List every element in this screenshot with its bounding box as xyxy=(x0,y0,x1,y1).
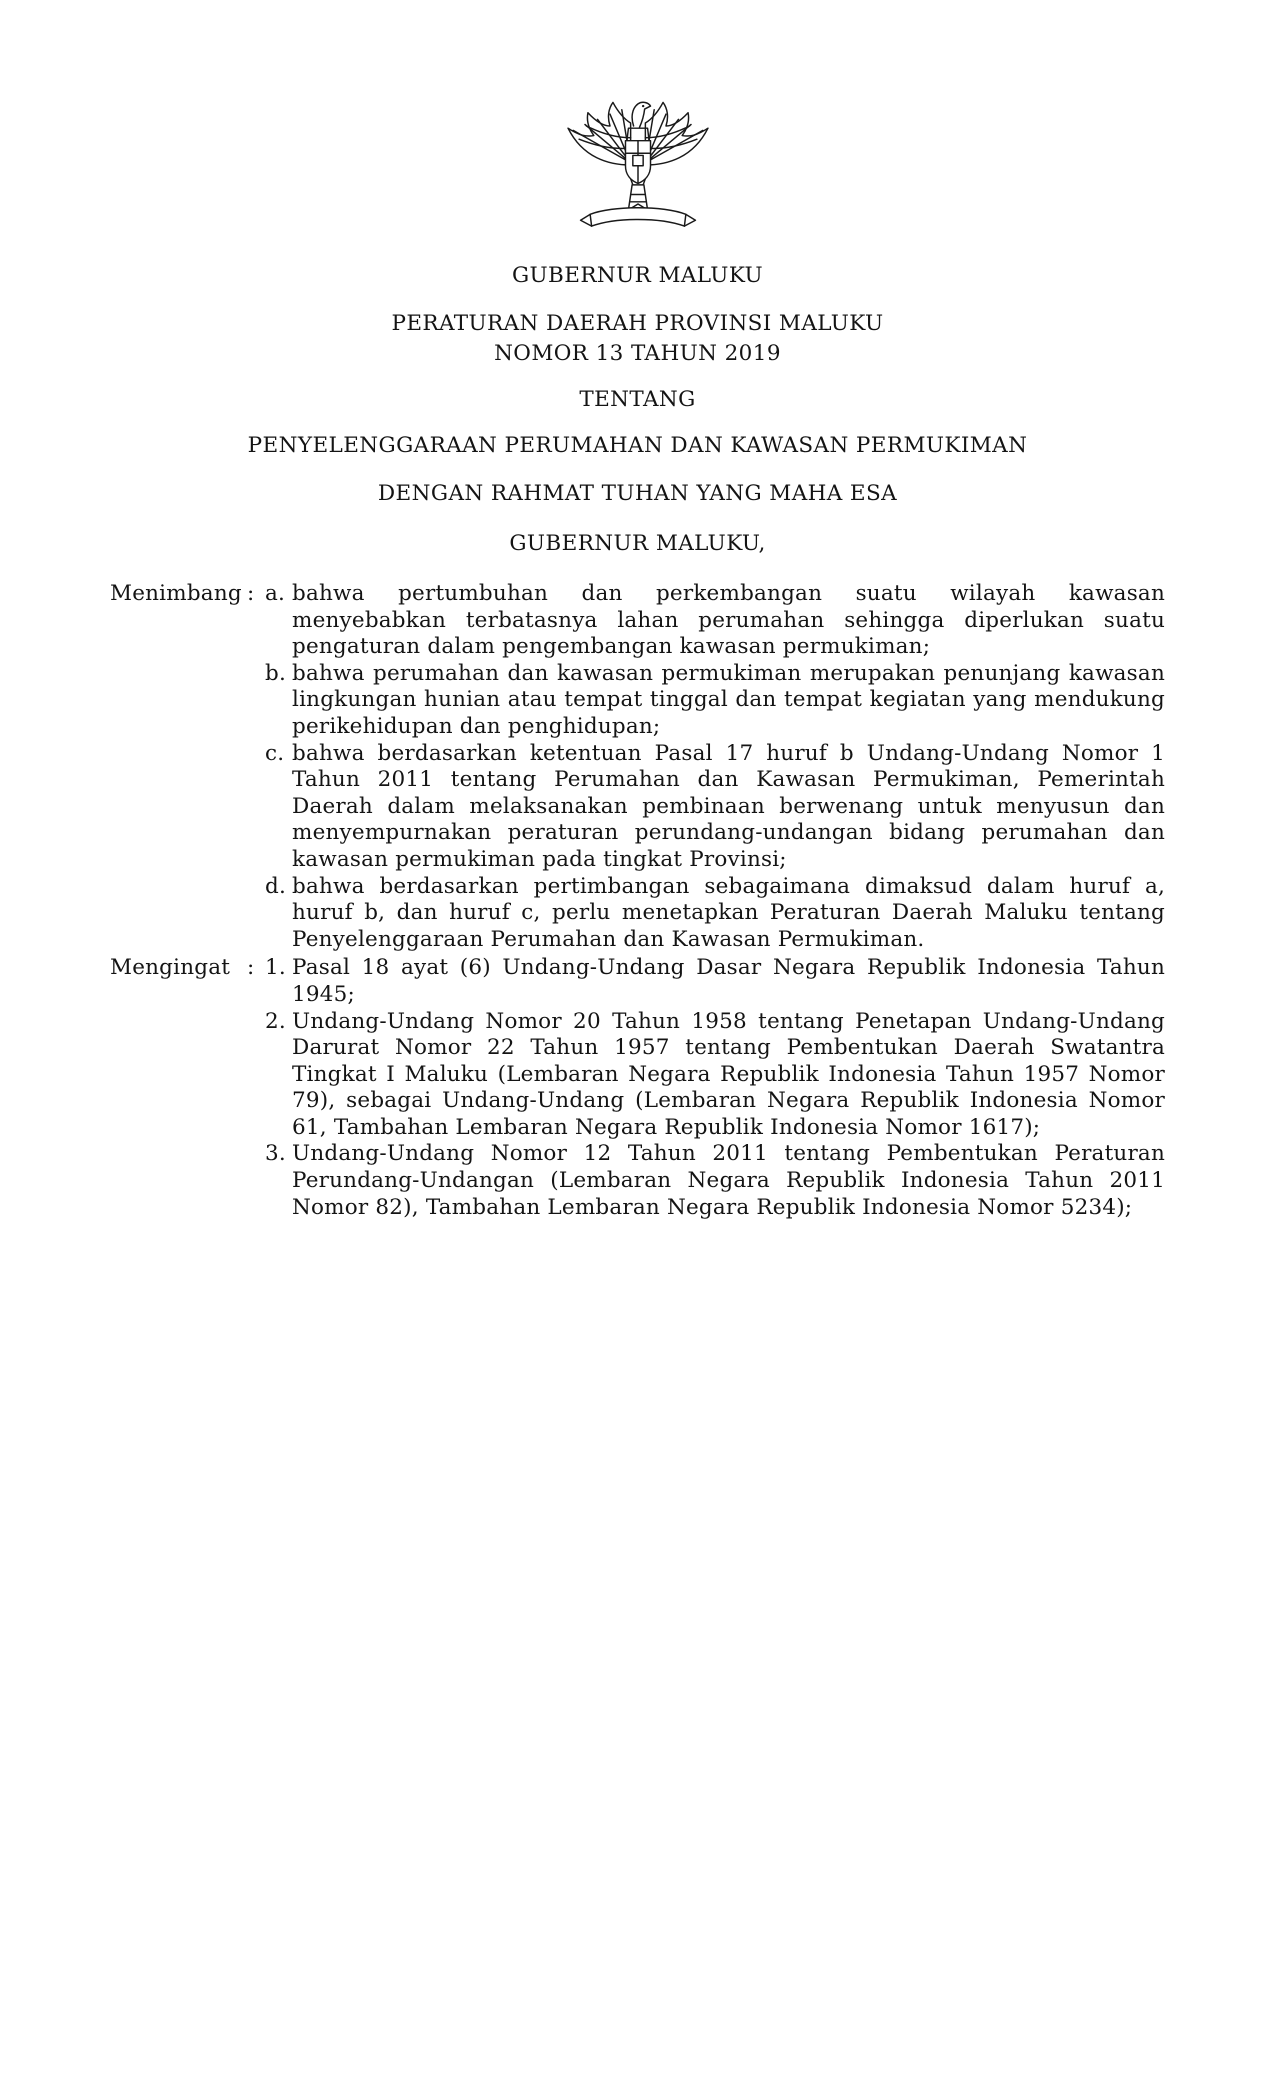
regulation-subject: PENYELENGGARAAN PERUMAHAN DAN KAWASAN PERMUKIMAN xyxy=(247,433,1028,458)
document-title xyxy=(110,309,1165,369)
section-menimbang xyxy=(110,581,1165,953)
section-mengingat xyxy=(110,955,1165,1221)
section-label: Mengingat xyxy=(110,955,231,981)
document-title-line2: NOMOR 13 TAHUN 2019 xyxy=(494,341,781,366)
section-items xyxy=(265,581,1165,953)
list-item xyxy=(265,661,1165,741)
list-item xyxy=(265,874,1165,954)
document-title-line1: PERATURAN DAERAH PROVINSI MALUKU xyxy=(391,311,884,336)
list-item xyxy=(265,1009,1165,1142)
about-label: TENTANG xyxy=(579,387,696,412)
list-item xyxy=(265,1141,1165,1221)
list-item xyxy=(265,955,1165,1008)
grace-line: DENGAN RAHMAT TUHAN YANG MAHA ESA xyxy=(377,481,898,506)
item-marker: 1. xyxy=(265,955,286,981)
item-marker: 2. xyxy=(265,1008,286,1034)
item-marker: d. xyxy=(265,873,286,899)
item-marker: c. xyxy=(265,740,285,766)
item-text: bahwa berdasarkan ketentuan Pasal 17 huruf b Undang-Undang Nomor 1 Tahun 2011 tentang Perumahan dan Kawasan Permukiman, Pemerintah Daerah dalam melaksanakan pembinaan berwenang untuk menyusun dan menyempurnakan peraturan perundang-undangan bidang perumahan dan kawasan permukiman pada tingkat Provinsi; xyxy=(292,740,1165,872)
section-label: Menimbang xyxy=(110,581,242,606)
emblem-container xyxy=(110,95,1165,235)
item-text: bahwa berdasarkan pertimbangan sebagaimana dimaksud dalam huruf a, huruf b, dan huruf c, perlu menetapkan Peraturan Daerah Maluku tentang Penyelenggaraan Perumahan dan Kawasan Permukiman. xyxy=(292,873,1165,952)
section-items xyxy=(265,955,1165,1221)
item-marker: a. xyxy=(265,581,286,606)
item-text: bahwa perumahan dan kawasan permukiman merupakan penunjang kawasan lingkungan hunian atau tempat tinggal dan tempat kegiatan yang mendukung perikehidupan dan penghidupan; xyxy=(292,660,1165,739)
institution-title: GUBERNUR MALUKU xyxy=(511,263,764,288)
document-body xyxy=(110,581,1165,1221)
authority-line: GUBERNUR MALUKU, xyxy=(509,531,766,556)
section-colon: : xyxy=(247,581,255,606)
item-text: bahwa pertumbuhan dan perkembangan suatu wilayah kawasan menyebabkan terbatasnya lahan perumahan sehingga diperlukan suatu pengaturan dalam pengembangan kawasan permukiman; xyxy=(292,581,1165,660)
garuda-pancasila-emblem-icon xyxy=(557,95,719,235)
item-text: Pasal 18 ayat (6) Undang-Undang Dasar Negara Republik Indonesia Tahun 1945; xyxy=(292,955,1165,1007)
item-text: Undang-Undang Nomor 20 Tahun 1958 tentang Penetapan Undang-Undang Darurat Nomor 22 Tahun 1957 tentang Pembentukan Daerah Swatantra Tingkat I Maluku (Lembaran Negara Republik Indonesia Tahun 1957 Nomor 79), sebagai Undang-Undang (Lembaran Negara Republik Indonesia Nomor 61, Tambahan Lembaran Negara Republik Indonesia Nomor 1617); xyxy=(292,1008,1165,1140)
item-marker: b. xyxy=(265,660,286,686)
section-colon: : xyxy=(247,955,255,981)
item-marker: 3. xyxy=(265,1141,286,1167)
item-text: Undang-Undang Nomor 12 Tahun 2011 tentang Pembentukan Peraturan Perundang-Undangan (Lembaran Negara Republik Indonesia Tahun 2011 Nomor 82), Tambahan Lembaran Negara Republik Indonesia Nomor 5234); xyxy=(292,1141,1165,1220)
list-item xyxy=(265,741,1165,874)
list-item xyxy=(265,581,1165,661)
